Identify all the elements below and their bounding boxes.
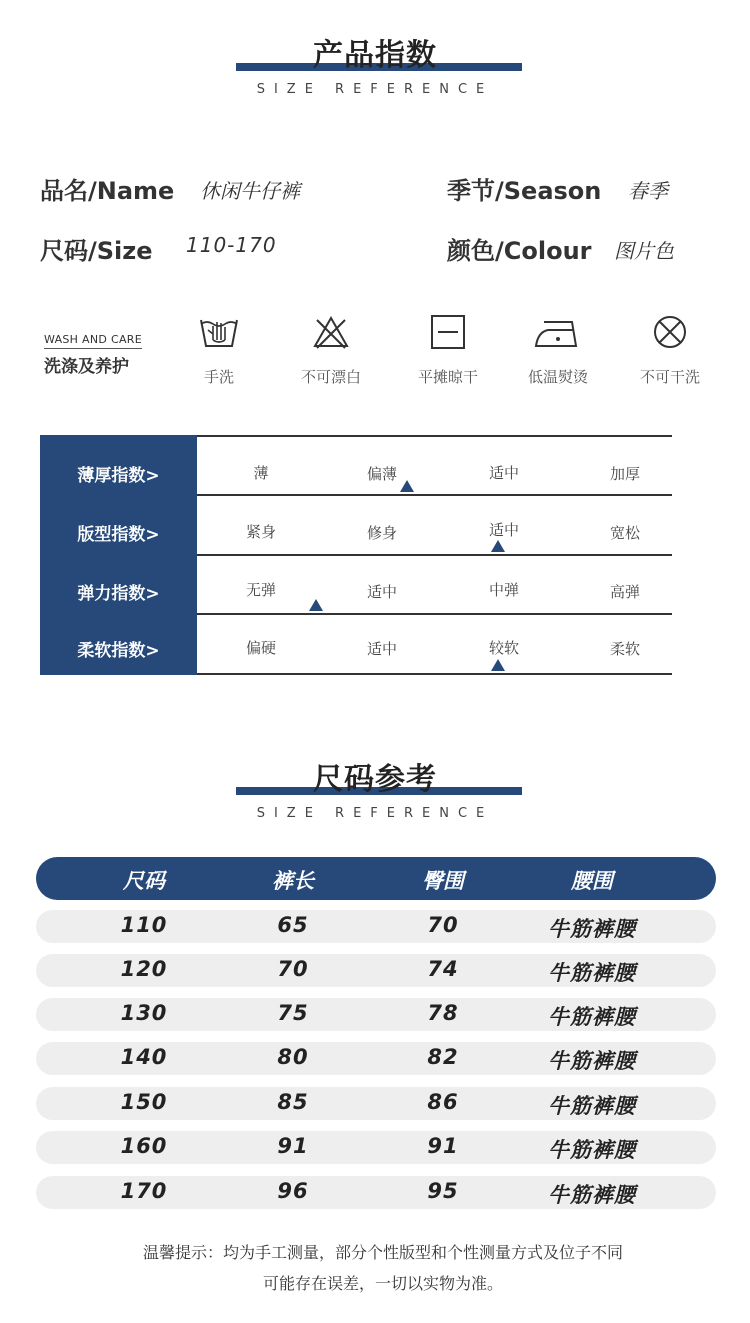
dry-flat-icon [426,312,470,352]
product-index-header [0,28,750,108]
column-header-hip: 臀围 [422,869,464,893]
cell-waist: 牛筋裤腰 [548,961,636,985]
hand-wash-icon [197,312,241,352]
index-option: 宽松 [609,524,640,542]
cell-hip: 78 [427,1001,459,1025]
care-item-no-bleach [281,312,381,387]
care-item-no-dry-clean [620,312,720,387]
index-marker-elasticity [309,599,323,611]
cell-size: 120 [120,957,168,981]
name-label: 品名/Name [40,177,175,205]
section-subtitle: SIZE REFERENCE [256,806,494,821]
cell-length: 85 [277,1090,309,1114]
index-marker-thickness [400,480,414,492]
colour-value: 图片色 [614,239,674,263]
index-divider [197,435,672,437]
cell-waist: 牛筋裤腰 [548,917,636,941]
care-item-hand-wash [169,312,269,387]
index-label-panel [40,435,197,675]
cell-length: 96 [277,1179,309,1203]
cell-length: 75 [277,1001,309,1025]
table-row [36,910,716,943]
index-option: 适中 [366,640,397,658]
index-label-thickness: 薄厚指数> [77,466,160,486]
care-label: 不可干洗 [639,368,700,386]
cell-size: 150 [120,1090,168,1114]
column-header-length: 裤长 [272,869,314,893]
care-label: 手洗 [203,368,234,386]
table-row [36,1176,716,1209]
cell-waist: 牛筋裤腰 [548,1094,636,1118]
cell-hip: 95 [427,1179,459,1203]
colour-label: 颜色/Colour [447,237,592,265]
table-row [36,1087,716,1120]
section-title: 产品指数 [313,38,437,73]
index-divider [197,554,672,556]
index-option: 偏薄 [366,465,397,483]
wash-care-title-en: WASH AND CARE [44,333,142,346]
index-option: 适中 [488,464,519,482]
index-label-softness: 柔软指数> [77,641,160,661]
cell-length: 65 [277,913,309,937]
size-table-header [36,857,716,900]
cell-hip: 91 [427,1134,459,1158]
cell-hip: 86 [427,1090,459,1114]
index-option: 柔软 [609,640,640,658]
table-row [36,954,716,987]
index-option: 适中 [488,521,519,539]
section-subtitle: SIZE REFERENCE [256,82,494,97]
care-label: 低温熨烫 [527,368,588,386]
table-row [36,1131,716,1164]
care-item-dry-flat [398,312,498,387]
column-header-size: 尺码 [123,869,165,893]
care-label: 平摊晾干 [417,368,478,386]
index-label-elasticity: 弹力指数> [77,584,160,604]
index-option: 加厚 [609,465,640,483]
section-title: 尺码参考 [313,762,437,797]
cell-length: 70 [277,957,309,981]
cell-size: 170 [120,1179,168,1203]
index-option: 偏硬 [245,639,276,657]
size-reference-header [0,752,750,832]
column-header-waist: 腰围 [571,869,613,893]
season-label: 季节/Season [447,177,602,205]
wash-care-title-cn: 洗涤及养护 [44,357,129,377]
season-value: 春季 [628,179,668,203]
no-bleach-icon [309,312,353,352]
cell-waist: 牛筋裤腰 [548,1183,636,1207]
index-divider [197,613,672,615]
index-option: 修身 [366,524,397,542]
low-iron-icon [532,312,584,352]
index-label-fit: 版型指数> [77,525,160,545]
cell-hip: 82 [427,1045,459,1069]
size-label: 尺码/Size [40,237,153,265]
index-marker-softness [491,659,505,671]
index-option: 高弹 [609,583,640,601]
index-divider [197,494,672,496]
no-dry-clean-icon [648,312,692,352]
index-option: 紧身 [245,523,276,541]
index-marker-fit [491,540,505,552]
note-line-1: 温馨提示：均为手工测量，部分个性版型和个性测量方式及位子不同 [142,1243,623,1262]
care-item-low-iron [508,312,608,387]
size-value: 110-170 [186,233,277,257]
cell-hip: 74 [427,957,459,981]
care-label: 不可漂白 [300,368,361,386]
index-option: 中弹 [488,581,519,599]
cell-hip: 70 [427,913,459,937]
cell-length: 80 [277,1045,309,1069]
index-option: 适中 [366,583,397,601]
note-line-2: 可能存在误差，一切以实物为准。 [262,1274,503,1293]
name-value: 休闲牛仔裤 [200,179,300,203]
cell-size: 130 [120,1001,168,1025]
cell-waist: 牛筋裤腰 [548,1049,636,1073]
table-row [36,998,716,1031]
cell-waist: 牛筋裤腰 [548,1005,636,1029]
index-option: 无弹 [245,581,276,599]
index-option: 较软 [488,639,519,657]
cell-size: 110 [120,913,168,937]
wash-care-divider [44,348,142,349]
index-divider [197,673,672,675]
index-option: 薄 [253,464,269,482]
cell-size: 160 [120,1134,168,1158]
cell-size: 140 [120,1045,168,1069]
cell-length: 91 [277,1134,309,1158]
cell-waist: 牛筋裤腰 [548,1138,636,1162]
table-row [36,1042,716,1075]
